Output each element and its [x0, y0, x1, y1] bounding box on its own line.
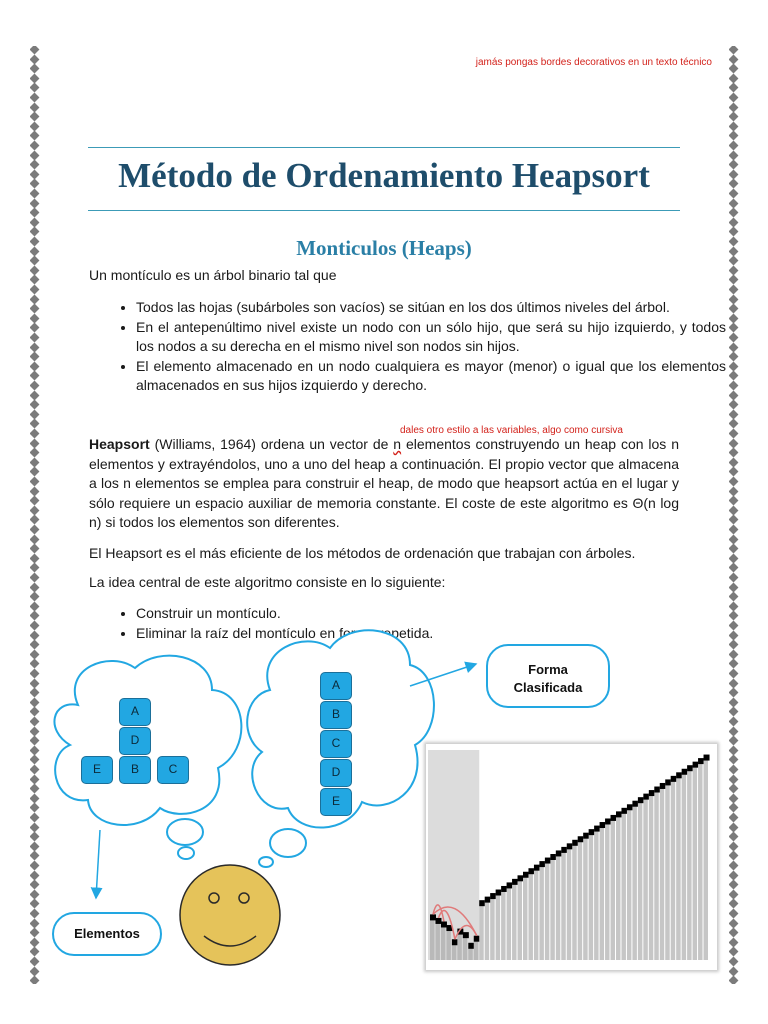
chart-point	[534, 865, 540, 871]
node-box: D	[320, 759, 352, 787]
chart-bar	[561, 850, 565, 960]
chart-point	[578, 836, 584, 842]
chart-bar	[589, 832, 593, 960]
chart-bar	[687, 768, 691, 960]
chart-point	[435, 918, 441, 924]
chart-point	[572, 840, 578, 846]
chart-point	[479, 900, 485, 906]
chart-bar	[446, 928, 450, 960]
chart-bar	[507, 885, 511, 960]
chart-bar	[649, 793, 653, 960]
chart-bar	[567, 846, 571, 960]
efficiency-paragraph: El Heapsort es el más eficiente de los métodos de ordenación que trabajan con árboles.	[89, 545, 636, 561]
chart-point	[567, 843, 573, 849]
chart-point	[474, 936, 480, 942]
chart-point	[676, 772, 682, 778]
variable-n: n	[393, 436, 402, 452]
chart-point	[649, 790, 655, 796]
chart-point	[605, 818, 611, 824]
chart-bar	[654, 790, 658, 960]
chart-bar	[435, 921, 439, 960]
chart-point	[490, 893, 496, 899]
node-box: B	[320, 701, 352, 729]
chart-bar	[611, 818, 615, 960]
chart-point	[693, 762, 699, 768]
chart-point	[556, 850, 562, 856]
chart-point	[638, 797, 644, 803]
chart-bar	[518, 878, 522, 960]
review-comment-variables: dales otro estilo a las variables, algo como cursiva	[400, 425, 623, 436]
chart-point	[468, 943, 474, 949]
heapsort-term: Heapsort	[89, 436, 150, 452]
chart-bar	[583, 836, 587, 960]
chart-bar	[441, 924, 445, 960]
chart-point	[654, 787, 660, 793]
chart-bar	[627, 807, 631, 960]
chart-bar	[496, 893, 500, 960]
sorted-form-line1: Forma	[528, 662, 568, 677]
node-box: C	[157, 756, 189, 784]
sorted-form-line2: Clasificada	[513, 680, 583, 695]
chart-bar	[501, 889, 505, 960]
elements-label: Elementos	[52, 912, 162, 956]
chart-bar	[479, 903, 483, 960]
chart-bar	[545, 861, 549, 960]
paragraph-text: (Williams, 1964) ordena un vector de	[149, 436, 394, 452]
chart-point	[704, 755, 710, 761]
chart-bar	[485, 900, 489, 960]
chart-bar	[665, 782, 669, 960]
chart-point	[594, 826, 600, 832]
chart-bar	[676, 775, 680, 960]
node-box: C	[320, 730, 352, 758]
chart-bar	[632, 804, 636, 960]
chart-point	[698, 758, 704, 764]
arrow-to-elements	[96, 830, 100, 898]
intro-paragraph: Un montículo es un árbol binario tal que	[89, 267, 337, 283]
chart-bar	[660, 786, 664, 960]
chart-bar	[605, 821, 609, 960]
chart-bar	[534, 868, 538, 960]
chart-bar	[693, 765, 697, 960]
chart-point	[671, 776, 677, 782]
chart-point	[643, 794, 649, 800]
chart-point	[545, 858, 551, 864]
chart-bar	[671, 779, 675, 960]
paragraph-text: elementos construyendo un heap con los n elementos y extrayéndolos, uno a uno del heap a continuación. El propio vector que almacena a los n elementos se emplea para construir el heap, de modo que heapsort actúa en el lugar y sólo requiere un espacio auxiliar de memoria constante. El coste de este algoritmo es Θ(n log n) si todos los elementos son diferentes.	[89, 436, 679, 530]
chart-point	[501, 886, 507, 892]
chart-bar	[638, 800, 642, 960]
thought-bubble	[270, 829, 306, 857]
chart-bar	[572, 843, 576, 960]
chart-point	[463, 932, 469, 938]
thought-bubble	[259, 857, 273, 867]
chart-bar	[550, 857, 554, 960]
chart-bar	[512, 882, 516, 960]
page-title: Método de Ordenamiento Heapsort	[118, 156, 650, 195]
chart-bar	[463, 935, 467, 960]
list-item: • Todos las hojas (subárboles son vacíos) se sitúan en los dos últimos niveles del árbol.	[136, 298, 726, 318]
node-box: E	[81, 756, 113, 784]
chart-bar	[539, 864, 543, 960]
chart-point	[441, 921, 447, 927]
chart-bar	[523, 875, 527, 960]
chart-bar	[457, 932, 461, 960]
chart-point	[485, 897, 491, 903]
chart-bar	[621, 811, 625, 960]
thought-bubble	[178, 847, 194, 859]
thought-bubble	[167, 819, 203, 845]
chart-point	[627, 804, 633, 810]
list-item: • En el antepenúltimo nivel existe un nodo con un sólo hijo, que será su hijo izquierdo, y todos los nodos a su derecha en el mismo nivel son nodos sin hijos.	[136, 318, 726, 357]
chart-point	[583, 833, 589, 839]
node-box: A	[320, 672, 352, 700]
list-item: • El elemento almacenado en un nodo cualquiera es mayor (menor) o igual que los elementos almacenados en sus hijos izquierdo y derecho.	[136, 357, 726, 396]
chart-point	[561, 847, 567, 853]
chart-bar	[578, 839, 582, 960]
heapsort-visualization	[426, 744, 717, 970]
chart-bar	[616, 814, 620, 960]
chart-point	[632, 801, 638, 807]
node-box: D	[119, 727, 151, 755]
chart-point	[600, 822, 606, 828]
chart-point	[523, 872, 529, 878]
section-heading: Monticulos (Heaps)	[296, 236, 472, 260]
chart-point	[539, 861, 545, 867]
chart-point	[687, 765, 693, 771]
chart-point	[452, 939, 458, 945]
node-box: E	[320, 788, 352, 816]
chart-bar	[704, 758, 708, 960]
chart-point	[589, 829, 595, 835]
chart-point	[550, 854, 556, 860]
sorted-form-label	[486, 644, 610, 708]
chart-point	[518, 875, 524, 881]
chart-point	[665, 779, 671, 785]
idea-paragraph: La idea central de este algoritmo consiste en lo siguiente:	[89, 574, 446, 590]
chart-bar	[594, 829, 598, 960]
chart-bar	[490, 896, 494, 960]
chart-point	[660, 783, 666, 789]
chart-point	[682, 769, 688, 775]
chart-point	[507, 882, 513, 888]
chart-point	[528, 868, 534, 874]
chart-bar	[698, 761, 702, 960]
chart-bar	[556, 853, 560, 960]
smiley-face-icon	[180, 865, 280, 965]
chart-point	[430, 914, 436, 920]
chart-point	[616, 811, 622, 817]
heapsort-bar-chart	[426, 744, 717, 970]
node-box: B	[119, 756, 151, 784]
list-item: • Eliminar la raíz del montículo en forma repetida.	[136, 624, 726, 644]
chart-bar	[682, 772, 686, 960]
chart-bar	[474, 939, 478, 960]
chart-point	[496, 890, 502, 896]
list-item: • Construir un montículo.	[136, 604, 726, 624]
chart-bar	[643, 797, 647, 960]
chart-bar	[528, 871, 532, 960]
node-box: A	[119, 698, 151, 726]
chart-point	[621, 808, 627, 814]
review-comment-top: jamás pongas bordes decorativos en un texto técnico	[475, 57, 712, 68]
chart-bar	[600, 825, 604, 960]
chart-bar	[430, 917, 434, 960]
chart-point	[512, 879, 518, 885]
chart-point	[611, 815, 617, 821]
